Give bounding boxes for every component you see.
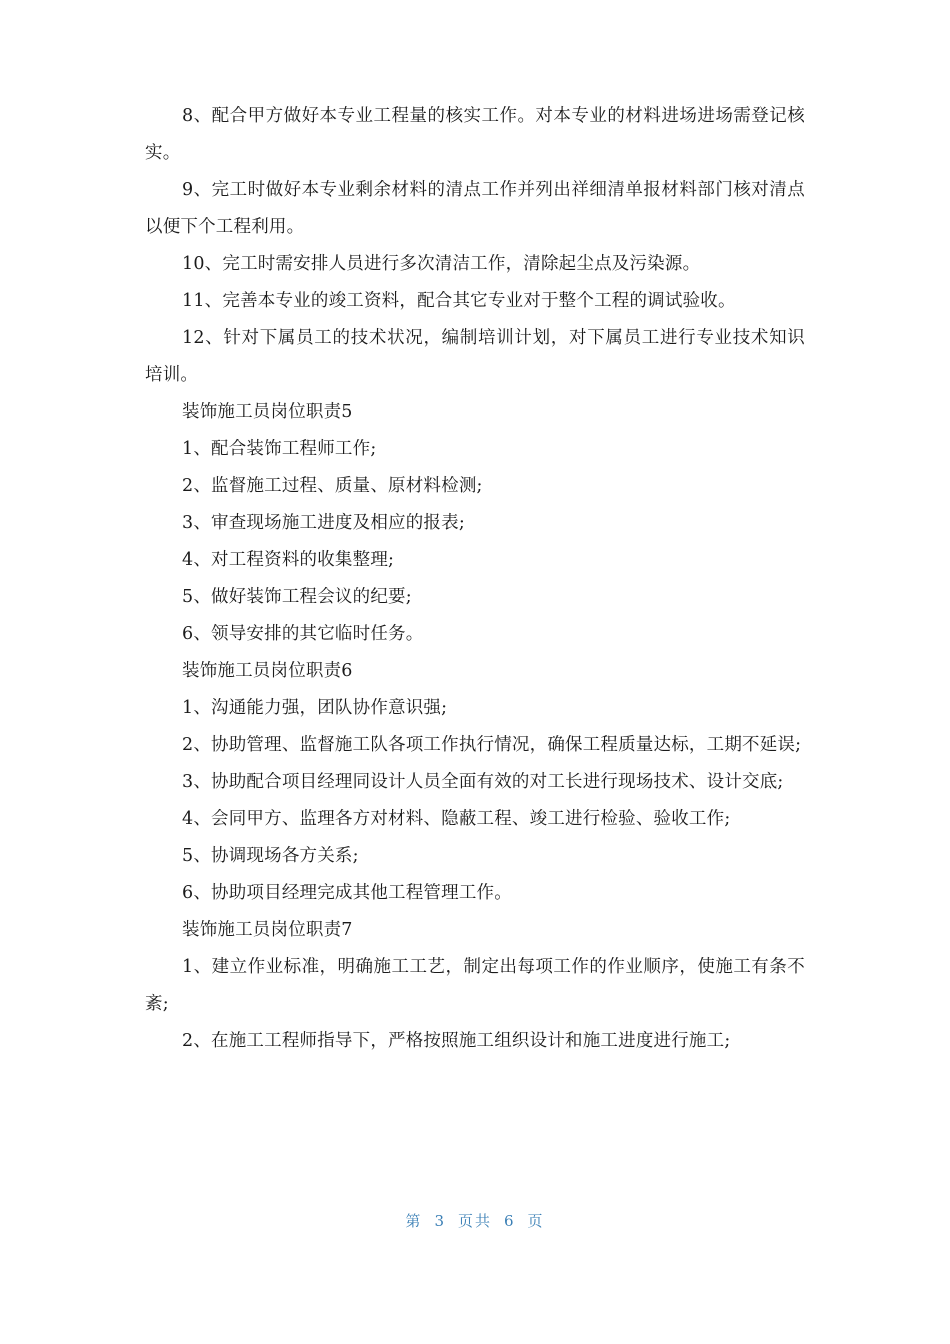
page-footer bbox=[0, 1210, 950, 1231]
page-label-suffix: 页 bbox=[527, 1212, 545, 1230]
paragraph: 1、配合装饰工程师工作; bbox=[182, 439, 377, 459]
total-pages-number: 6 bbox=[504, 1212, 516, 1230]
document-body bbox=[145, 98, 805, 1060]
paragraph: 3、协助配合项目经理同设计人员全面有效的对工长进行现场技术、设计交底; bbox=[182, 772, 784, 792]
section-heading: 装饰施工员岗位职责5 bbox=[182, 402, 353, 422]
paragraph: 6、领导安排的其它临时任务。 bbox=[182, 624, 424, 644]
paragraph: 2、监督施工过程、质量、原材料检测; bbox=[182, 476, 483, 496]
paragraph: 8、配合甲方做好本专业工程量的核实工作。对本专业的材料进场进场需登记核实。 bbox=[145, 106, 805, 163]
paragraph: 2、协助管理、监督施工队各项工作执行情况，确保工程质量达标，工期不延误; bbox=[182, 735, 802, 755]
section-heading: 装饰施工员岗位职责6 bbox=[182, 661, 353, 681]
paragraph: 11、完善本专业的竣工资料，配合其它专业对于整个工程的调试验收。 bbox=[182, 291, 736, 311]
paragraph: 5、做好装饰工程会议的纪要; bbox=[182, 587, 412, 607]
paragraph: 1、建立作业标准，明确施工工艺，制定出每项工作的作业顺序，使施工有条不紊; bbox=[145, 957, 805, 1014]
page-label-mid: 页共 bbox=[457, 1212, 492, 1230]
paragraph: 9、完工时做好本专业剩余材料的清点工作并列出祥细清单报材料部门核对清点以便下个工程利用。 bbox=[145, 180, 805, 237]
paragraph: 2、在施工工程师指导下，严格按照施工组织设计和施工进度进行施工; bbox=[182, 1031, 731, 1051]
paragraph: 5、协调现场各方关系; bbox=[182, 846, 359, 866]
page-label-prefix: 第 bbox=[405, 1212, 423, 1230]
current-page-number: 3 bbox=[434, 1212, 446, 1230]
paragraph: 3、审查现场施工进度及相应的报表; bbox=[182, 513, 465, 533]
paragraph: 1、沟通能力强，团队协作意识强; bbox=[182, 698, 448, 718]
paragraph: 10、完工时需安排人员进行多次清洁工作，清除起尘点及污染源。 bbox=[182, 254, 701, 274]
paragraph: 6、协助项目经理完成其他工程管理工作。 bbox=[182, 883, 512, 903]
section-heading: 装饰施工员岗位职责7 bbox=[182, 920, 353, 940]
paragraph: 12、针对下属员工的技术状况，编制培训计划，对下属员工进行专业技术知识培训。 bbox=[145, 328, 805, 385]
paragraph: 4、对工程资料的收集整理; bbox=[182, 550, 395, 570]
paragraph: 4、会同甲方、监理各方对材料、隐蔽工程、竣工进行检验、验收工作; bbox=[182, 809, 731, 829]
